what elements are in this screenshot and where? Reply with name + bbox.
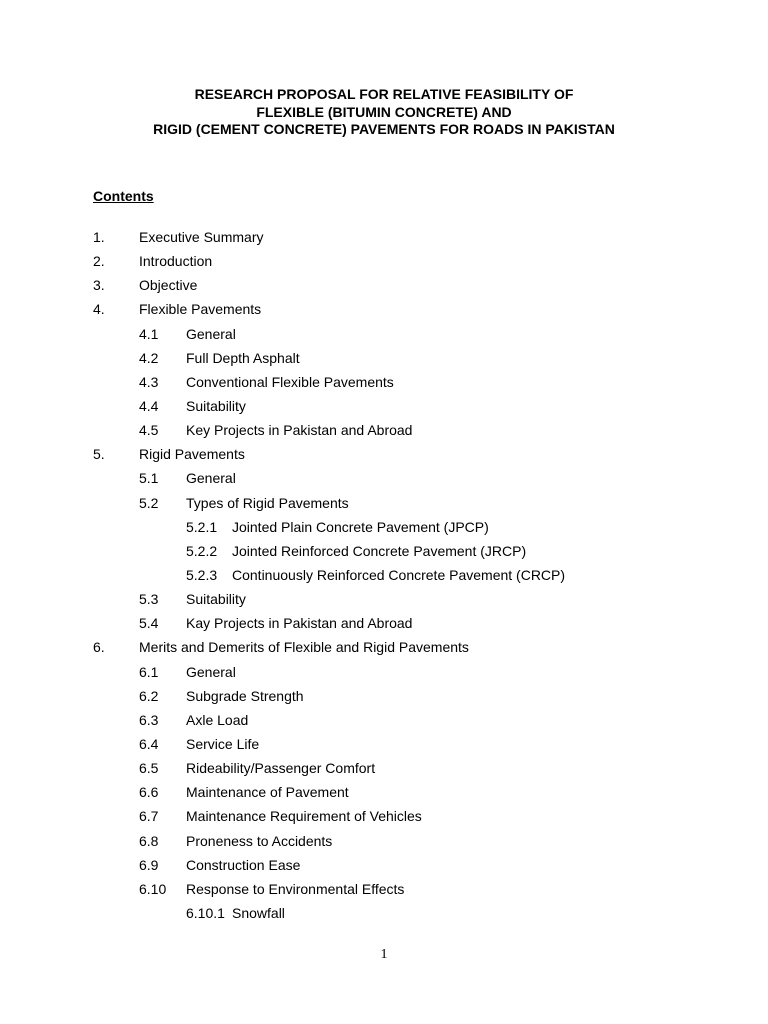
toc-entry-label: Rideability/Passenger Comfort <box>186 760 376 777</box>
toc-entry-label: General <box>186 470 236 487</box>
toc-entry <box>0 301 768 325</box>
toc-entry-number: 5.2 <box>139 494 159 511</box>
toc-entry-number: 6.10 <box>139 880 167 897</box>
toc-entry-label: Continuously Reinforced Concrete Pavement (CRCP) <box>232 566 566 583</box>
toc-entry-label: Subgrade Strength <box>186 687 304 704</box>
title-line-3: RIGID (CEMENT CONCRETE) PAVEMENTS FOR ROADS IN PAKISTAN <box>153 121 615 137</box>
toc-entry <box>0 470 768 494</box>
toc-entry <box>0 253 768 277</box>
toc-entry-label: Executive Summary <box>139 229 264 245</box>
toc-entry-number: 5.3 <box>139 591 159 608</box>
toc-entry <box>0 688 768 712</box>
toc-entry-label: General <box>186 663 236 680</box>
toc-entry-number: 6.9 <box>139 856 159 873</box>
toc-entry-label: Suitability <box>186 397 246 414</box>
toc-entry <box>0 326 768 350</box>
toc-entry <box>0 374 768 398</box>
toc-entry <box>0 639 768 663</box>
toc-entry-label: Flexible Pavements <box>139 301 262 318</box>
toc-entry <box>0 615 768 639</box>
toc-entry <box>0 857 768 881</box>
toc-entry-label: Kay Projects in Pakistan and Abroad <box>186 615 413 632</box>
toc-entry <box>0 905 768 929</box>
toc-entry <box>0 229 768 253</box>
toc-entry <box>0 833 768 857</box>
toc-entry-number: 5.1 <box>139 470 159 487</box>
toc-entry-number: 6. <box>93 639 105 656</box>
toc-entry-number: 4. <box>93 301 105 318</box>
toc-entry-label: Conventional Flexible Pavements <box>186 373 394 390</box>
toc-entry-label: Key Projects in Pakistan and Abroad <box>186 422 413 439</box>
toc-entry-label: Merits and Demerits of Flexible and Rigid Pavements <box>139 639 469 656</box>
toc-entry-label: Types of Rigid Pavements <box>186 494 349 511</box>
toc-entry-number: 6.7 <box>139 808 159 825</box>
toc-entry-number: 6.3 <box>139 711 159 728</box>
toc-entry-number: 3. <box>93 277 105 294</box>
toc-entry-number: 6.6 <box>139 784 159 801</box>
toc-entry <box>0 881 768 905</box>
toc-entry <box>0 567 768 591</box>
document-title <box>0 86 768 139</box>
toc-entry-number: 5.2.2 <box>186 542 218 559</box>
toc-entry-label: Service Life <box>186 735 260 752</box>
toc-entry-label: Axle Load <box>186 711 249 728</box>
toc-entry <box>0 736 768 760</box>
toc-entry <box>0 664 768 688</box>
title-line-1: RESEARCH PROPOSAL FOR RELATIVE FEASIBILITY OF <box>194 86 574 102</box>
toc-entry <box>0 446 768 470</box>
toc-entry-label: Jointed Reinforced Concrete Pavement (JRCP) <box>232 542 527 559</box>
toc-entry-number: 5.4 <box>139 615 159 632</box>
toc-entry-label: Response to Environmental Effects <box>186 880 405 897</box>
toc-entry-label: Rigid Pavements <box>139 446 245 463</box>
page-number: 1 <box>380 947 388 962</box>
toc-entry-label: Full Depth Asphalt <box>186 349 300 366</box>
contents-heading: Contents <box>93 188 154 204</box>
toc-entry <box>0 784 768 808</box>
toc-entry-label: Introduction <box>139 253 213 270</box>
toc-entry-label: Objective <box>139 277 198 294</box>
toc-entry-label: Snowfall <box>232 904 285 921</box>
toc-entry-number: 6.2 <box>139 687 159 704</box>
title-line-2: FLEXIBLE (BITUMIN CONCRETE) AND <box>256 103 512 120</box>
toc-entry-label: Suitability <box>186 591 246 608</box>
toc-entry-number: 6.8 <box>139 832 159 849</box>
toc-entry-number: 6.1 <box>139 663 159 680</box>
toc-entry <box>0 760 768 784</box>
toc-entry-number: 2. <box>93 253 105 270</box>
toc-entry-label: Maintenance of Pavement <box>186 784 349 801</box>
toc-entry <box>0 712 768 736</box>
toc-entry-number: 6.4 <box>139 735 159 752</box>
toc-entry <box>0 543 768 567</box>
toc-entry <box>0 422 768 446</box>
table-of-contents <box>0 229 768 929</box>
toc-entry <box>0 495 768 519</box>
toc-entry <box>0 591 768 615</box>
toc-entry-number: 1. <box>93 229 105 245</box>
toc-entry-label: Jointed Plain Concrete Pavement (JPCP) <box>232 518 489 535</box>
toc-entry-label: General <box>186 325 236 342</box>
toc-entry-label: Maintenance Requirement of Vehicles <box>186 808 422 825</box>
toc-entry <box>0 519 768 543</box>
toc-entry-label: Proneness to Accidents <box>186 832 333 849</box>
toc-entry-number: 5.2.1 <box>186 518 218 535</box>
toc-entry-number: 4.2 <box>139 349 159 366</box>
toc-entry-number: 6.10.1 <box>186 904 225 921</box>
toc-entry-number: 4.3 <box>139 373 159 390</box>
toc-entry-number: 4.5 <box>139 422 159 439</box>
toc-entry-label: Construction Ease <box>186 856 301 873</box>
toc-entry-number: 4.4 <box>139 397 159 414</box>
toc-entry <box>0 277 768 301</box>
toc-entry-number: 5. <box>93 446 105 463</box>
toc-entry <box>0 350 768 374</box>
toc-entry <box>0 808 768 832</box>
toc-entry <box>0 398 768 422</box>
toc-entry-number: 4.1 <box>139 325 159 342</box>
toc-entry-number: 6.5 <box>139 760 159 777</box>
toc-entry-number: 5.2.3 <box>186 566 218 583</box>
